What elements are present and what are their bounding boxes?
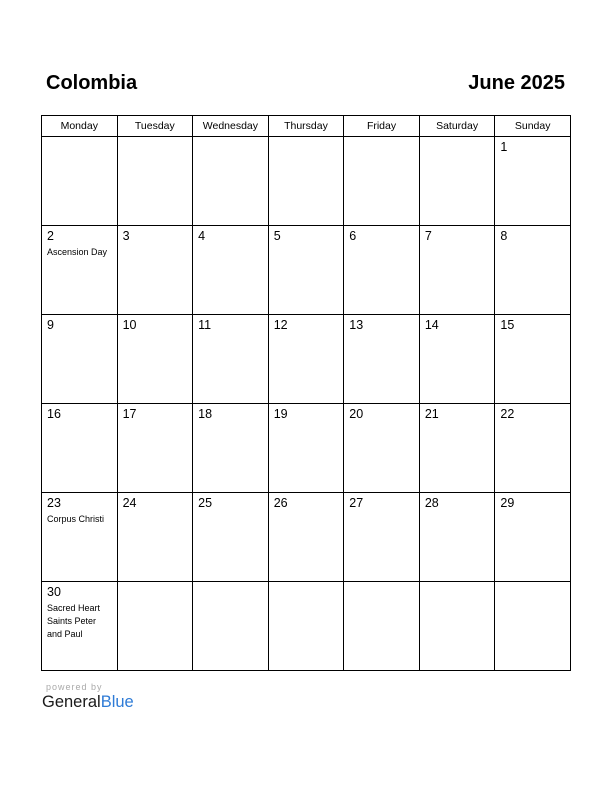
day-number: 17 [122,407,137,421]
day-number: 21 [424,407,439,421]
day-cell [495,493,571,582]
day-number: 1 [500,140,508,154]
day-number: 28 [424,496,439,510]
week-row [42,493,571,582]
day-number: 26 [273,496,288,510]
day-number: 4 [198,229,206,243]
day-number: 11 [198,318,212,332]
day-number: 25 [198,496,213,510]
day-number: 6 [349,229,357,243]
day-cell [495,315,571,404]
day-cell [268,226,344,315]
day-cell [117,404,193,493]
weekday-header: Friday [344,116,420,137]
day-number: 3 [122,229,130,243]
weekday-header-row [42,116,571,137]
empty-day-cell [419,137,495,226]
day-number: 20 [349,407,364,421]
day-number: 24 [122,496,137,510]
weekday-header: Monday [42,116,118,137]
day-cell [42,582,118,671]
day-number: 5 [273,229,281,243]
day-number: 27 [349,496,364,510]
logo-text-blue: Blue [100,693,134,711]
day-cell [42,493,118,582]
holiday-label: Corpus Christi [47,514,105,524]
day-cell [193,404,269,493]
day-cell [42,404,118,493]
day-number: 18 [198,407,213,421]
powered-by-text: powered by [46,682,103,692]
empty-day-cell [344,137,420,226]
day-cell [344,315,420,404]
holiday-label: Ascension Day [47,247,108,257]
empty-day-cell [419,582,495,671]
day-number: 15 [500,318,515,332]
weekday-header: Tuesday [117,116,193,137]
day-cell [117,315,193,404]
empty-day-cell [495,582,571,671]
empty-day-cell [268,582,344,671]
month-title: June 2025 [468,72,565,94]
day-number: 12 [273,318,288,332]
day-cell [193,315,269,404]
week-row [42,582,571,671]
day-number: 16 [47,407,61,421]
empty-day-cell [193,582,269,671]
calendar-grid [41,115,571,671]
day-cell [495,137,571,226]
day-cell [344,404,420,493]
day-cell [268,493,344,582]
day-cell [419,226,495,315]
empty-day-cell [344,582,420,671]
day-number: 23 [47,496,61,510]
week-row [42,137,571,226]
day-cell [42,315,118,404]
day-number: 14 [424,318,439,332]
day-number: 30 [47,585,61,599]
country-title: Colombia [46,72,138,94]
day-number: 13 [349,318,364,332]
day-cell [268,315,344,404]
day-cell [268,404,344,493]
weekday-header: Sunday [495,116,571,137]
day-cell [193,493,269,582]
day-cell [419,493,495,582]
day-number: 19 [273,407,288,421]
day-number: 29 [500,496,515,510]
weekday-header: Wednesday [193,116,269,137]
day-cell [419,404,495,493]
empty-day-cell [117,582,193,671]
week-row [42,315,571,404]
generalblue-logo[interactable] [42,693,134,712]
empty-day-cell [117,137,193,226]
week-row [42,404,571,493]
holiday-label: Sacred Heart Saints Peter and Paul [47,603,101,639]
empty-day-cell [42,137,118,226]
day-number: 10 [122,318,137,332]
day-cell [344,226,420,315]
empty-day-cell [193,137,269,226]
empty-day-cell [268,137,344,226]
day-number: 2 [47,229,54,243]
week-row [42,226,571,315]
day-number: 9 [47,318,54,332]
day-cell [495,226,571,315]
day-cell [117,493,193,582]
day-number: 7 [424,229,432,243]
day-cell [117,226,193,315]
weekday-header: Thursday [268,116,344,137]
day-cell [419,315,495,404]
weekday-header: Saturday [419,116,495,137]
day-cell [42,226,118,315]
day-number: 8 [500,229,508,243]
day-cell [495,404,571,493]
logo-text-general: General [42,693,101,711]
day-cell [193,226,269,315]
day-number: 22 [500,407,515,421]
day-cell [344,493,420,582]
